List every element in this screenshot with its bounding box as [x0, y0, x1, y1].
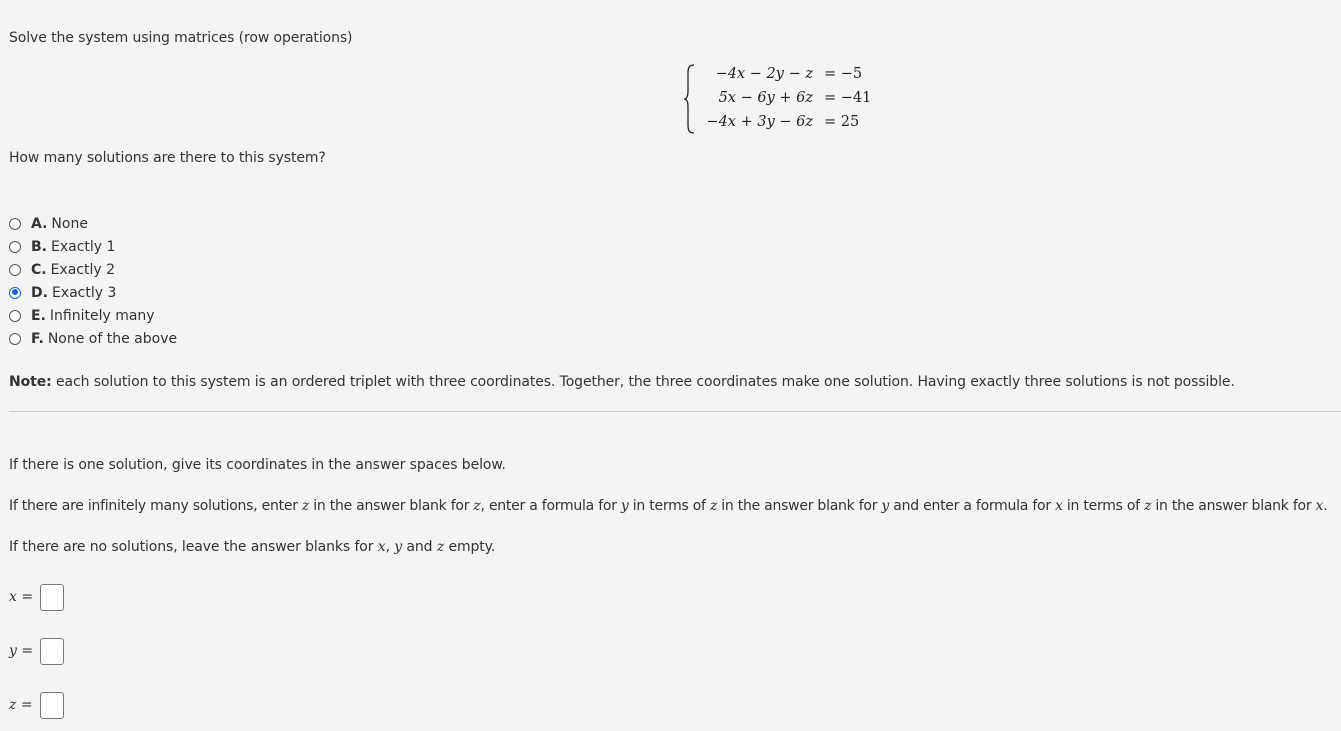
option-e-label: Infinitely many	[49, 307, 155, 324]
answer-row-y	[9, 636, 64, 666]
answer-row-z	[9, 690, 64, 720]
infinite-text-9: .	[1323, 498, 1328, 514]
none-text-4: empty.	[444, 539, 496, 555]
radio-b[interactable]	[9, 241, 21, 253]
answer-var-x: x	[9, 589, 17, 605]
answer-var-y: y	[9, 643, 17, 659]
option-f[interactable]	[9, 327, 177, 350]
none-var-1: x	[377, 539, 386, 555]
option-c[interactable]	[9, 258, 177, 281]
note-label: Note:	[9, 374, 52, 390]
infinite-var-3: y	[620, 498, 629, 514]
infinite-var-7: z	[1144, 498, 1152, 514]
none-var-2: y	[394, 539, 403, 555]
option-c-label: Exactly 2	[50, 261, 116, 278]
option-f-label: None of the above	[47, 330, 178, 347]
answer-eq-z: =	[20, 697, 33, 713]
radio-a[interactable]	[9, 218, 21, 230]
left-brace-icon	[683, 64, 695, 134]
option-a[interactable]	[9, 212, 177, 235]
equation-2-rhs: = −41	[824, 90, 872, 106]
none-text-1: If there are no solutions, leave the answer blanks for	[9, 539, 378, 555]
option-e-letter: E.	[31, 307, 46, 324]
equation-row-1	[699, 62, 879, 86]
answer-var-z: z	[9, 697, 17, 713]
answer-label-x	[9, 589, 39, 605]
answer-input-z[interactable]	[40, 692, 64, 719]
none-text-2: ,	[385, 539, 395, 555]
option-e[interactable]	[9, 304, 177, 327]
option-d-letter: D.	[31, 284, 48, 301]
equation-1-rhs: = −5	[824, 66, 863, 82]
infinite-text-1: If there are infinitely many solutions, enter	[9, 498, 302, 514]
answer-label-z	[9, 697, 39, 713]
infinite-text-6: and enter a formula for	[889, 498, 1056, 514]
radio-e[interactable]	[9, 310, 21, 322]
equation-2-lhs: 5x − 6y + 6z	[718, 90, 813, 106]
infinite-var-6: x	[1055, 498, 1063, 514]
option-a-label: None	[51, 215, 88, 232]
option-b-label: Exactly 1	[51, 238, 116, 255]
option-d[interactable]	[9, 281, 177, 304]
note-text: each solution to this system is an ordered triplet with three coordinates. Together, the three coordinates make one solution. Having exactly three solutions is not possible.	[55, 374, 1235, 390]
infinite-text-4: in terms of	[628, 498, 710, 514]
option-b-letter: B.	[31, 238, 47, 255]
equation-3-rhs: = 25	[824, 114, 860, 130]
infinite-text-8: in the answer blank for	[1151, 498, 1316, 514]
equation-row-3	[699, 110, 879, 134]
answer-label-y	[9, 643, 39, 659]
answer-input-x[interactable]	[40, 584, 64, 611]
option-c-letter: C.	[31, 261, 47, 278]
option-a-letter: A.	[31, 215, 48, 232]
answer-input-y[interactable]	[40, 638, 64, 665]
infinite-text-5: in the answer blank for	[717, 498, 882, 514]
infinite-text-2: in the answer blank for	[309, 498, 474, 514]
radio-c[interactable]	[9, 264, 21, 276]
infinite-var-8: x	[1315, 498, 1324, 514]
option-d-label: Exactly 3	[51, 284, 117, 301]
none-text-3: and	[402, 539, 437, 555]
equation-system	[683, 62, 883, 134]
option-f-letter: F.	[31, 330, 44, 347]
instruction-one-solution: If there is one solution, give its coordinates in the answer spaces below.	[9, 457, 506, 473]
how-many-question: How many solutions are there to this system?	[9, 150, 326, 166]
equation-1-lhs: −4x − 2y − z	[715, 66, 813, 82]
infinite-var-2: z	[473, 498, 481, 514]
divider	[9, 411, 1341, 412]
none-var-3: z	[436, 539, 445, 555]
solution-count-options	[9, 212, 177, 350]
answer-row-x	[9, 582, 64, 612]
note	[9, 374, 1235, 390]
infinite-var-1: z	[301, 498, 310, 514]
instruction-infinite	[9, 498, 1327, 514]
infinite-var-4: z	[709, 498, 718, 514]
equation-row-2	[699, 86, 879, 110]
question-prompt: Solve the system using matrices (row operations)	[9, 30, 353, 46]
instruction-none	[9, 539, 495, 555]
answer-eq-y: =	[21, 643, 34, 659]
option-b[interactable]	[9, 235, 177, 258]
answer-eq-x: =	[21, 589, 34, 605]
radio-d[interactable]	[9, 287, 21, 299]
infinite-var-5: y	[881, 498, 890, 514]
infinite-text-3: , enter a formula for	[480, 498, 621, 514]
equation-3-lhs: −4x + 3y − 6z	[706, 114, 813, 130]
infinite-text-7: in terms of	[1062, 498, 1145, 514]
radio-f[interactable]	[9, 333, 21, 345]
